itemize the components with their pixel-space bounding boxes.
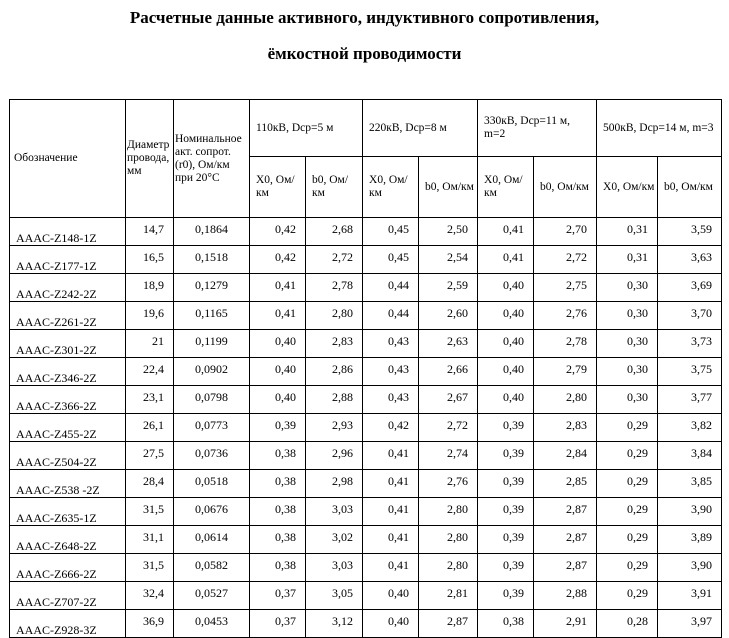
header-group-110kv: 110кВ, Dср=5 м bbox=[250, 100, 363, 157]
cell-b0-500: 3,59 bbox=[658, 218, 722, 246]
cell-x0-110: 0,38 bbox=[250, 498, 306, 526]
cell-x0-500: 0,31 bbox=[597, 218, 658, 246]
cell-b0-110: 2,80 bbox=[306, 302, 363, 330]
cell-diameter: 16,5 bbox=[126, 246, 174, 274]
cell-r0: 0,0736 bbox=[174, 442, 250, 470]
table-row bbox=[10, 358, 722, 386]
cell-x0-220: 0,43 bbox=[363, 386, 419, 414]
cell-diameter: 31,5 bbox=[126, 554, 174, 582]
cell-x0-110: 0,37 bbox=[250, 610, 306, 638]
cell-x0-220: 0,42 bbox=[363, 414, 419, 442]
cell-x0-500: 0,29 bbox=[597, 554, 658, 582]
cell-x0-110: 0,38 bbox=[250, 526, 306, 554]
cell-b0-220: 2,50 bbox=[419, 218, 478, 246]
cell-diameter: 26,1 bbox=[126, 414, 174, 442]
cell-b0-330: 2,70 bbox=[534, 218, 597, 246]
cell-x0-220: 0,43 bbox=[363, 358, 419, 386]
cell-x0-500: 0,30 bbox=[597, 386, 658, 414]
header-b0-500: b0, Ом/км bbox=[658, 157, 722, 218]
cell-b0-220: 2,74 bbox=[419, 442, 478, 470]
cell-designation: AAAC-Z261-2Z bbox=[10, 302, 126, 330]
document-title-line-1: Расчетные данные активного, индуктивного сопротивления, bbox=[129, 8, 600, 27]
cell-x0-330: 0,39 bbox=[478, 442, 534, 470]
cell-b0-330: 2,78 bbox=[534, 330, 597, 358]
cell-diameter: 23,1 bbox=[126, 386, 174, 414]
cell-x0-330: 0,39 bbox=[478, 470, 534, 498]
cell-b0-330: 2,88 bbox=[534, 582, 597, 610]
cell-x0-110: 0,41 bbox=[250, 302, 306, 330]
cell-b0-110: 2,86 bbox=[306, 358, 363, 386]
table-row bbox=[10, 554, 722, 582]
cell-r0: 0,0676 bbox=[174, 498, 250, 526]
cell-b0-500: 3,90 bbox=[658, 498, 722, 526]
cell-b0-220: 2,66 bbox=[419, 358, 478, 386]
cell-designation: AAAC-Z504-2Z bbox=[10, 442, 126, 470]
table-body bbox=[10, 218, 722, 638]
cell-r0: 0,1165 bbox=[174, 302, 250, 330]
cell-b0-500: 3,90 bbox=[658, 554, 722, 582]
cell-x0-500: 0,29 bbox=[597, 442, 658, 470]
cell-x0-220: 0,40 bbox=[363, 610, 419, 638]
cell-x0-500: 0,29 bbox=[597, 414, 658, 442]
cell-x0-330: 0,39 bbox=[478, 498, 534, 526]
cell-x0-500: 0,29 bbox=[597, 582, 658, 610]
cell-b0-220: 2,54 bbox=[419, 246, 478, 274]
cell-x0-330: 0,39 bbox=[478, 414, 534, 442]
cell-x0-220: 0,44 bbox=[363, 274, 419, 302]
cell-designation: AAAC-Z635-1Z bbox=[10, 498, 126, 526]
cell-b0-110: 2,96 bbox=[306, 442, 363, 470]
table-row bbox=[10, 218, 722, 246]
cell-x0-110: 0,37 bbox=[250, 582, 306, 610]
cell-x0-500: 0,30 bbox=[597, 358, 658, 386]
cell-x0-110: 0,38 bbox=[250, 470, 306, 498]
cell-designation: AAAC-Z301-2Z bbox=[10, 330, 126, 358]
cell-x0-330: 0,41 bbox=[478, 246, 534, 274]
cell-b0-330: 2,80 bbox=[534, 386, 597, 414]
cell-x0-330: 0,40 bbox=[478, 386, 534, 414]
header-b0-110: b0, Ом/км bbox=[306, 157, 363, 218]
cell-b0-220: 2,72 bbox=[419, 414, 478, 442]
cell-r0: 0,0518 bbox=[174, 470, 250, 498]
document-title-line-2: ёмкостной проводимости bbox=[267, 44, 462, 63]
header-designation: Обозначение bbox=[10, 100, 126, 218]
cell-r0: 0,0527 bbox=[174, 582, 250, 610]
cell-b0-330: 2,72 bbox=[534, 246, 597, 274]
cell-b0-110: 2,72 bbox=[306, 246, 363, 274]
cell-b0-220: 2,87 bbox=[419, 610, 478, 638]
cell-diameter: 36,9 bbox=[126, 610, 174, 638]
cell-x0-110: 0,38 bbox=[250, 554, 306, 582]
cell-b0-330: 2,85 bbox=[534, 470, 597, 498]
table-row bbox=[10, 610, 722, 638]
table-row bbox=[10, 526, 722, 554]
cell-b0-330: 2,76 bbox=[534, 302, 597, 330]
header-b0-330: b0, Ом/км bbox=[534, 157, 597, 218]
cell-x0-500: 0,29 bbox=[597, 526, 658, 554]
cell-r0: 0,0582 bbox=[174, 554, 250, 582]
cell-x0-220: 0,44 bbox=[363, 302, 419, 330]
cell-x0-330: 0,40 bbox=[478, 274, 534, 302]
cell-b0-330: 2,87 bbox=[534, 526, 597, 554]
cell-b0-500: 3,85 bbox=[658, 470, 722, 498]
cell-b0-500: 3,63 bbox=[658, 246, 722, 274]
table-row bbox=[10, 582, 722, 610]
cell-x0-500: 0,30 bbox=[597, 302, 658, 330]
cell-designation: AAAC-Z346-2Z bbox=[10, 358, 126, 386]
cell-x0-220: 0,40 bbox=[363, 582, 419, 610]
cell-x0-220: 0,45 bbox=[363, 246, 419, 274]
cell-x0-500: 0,30 bbox=[597, 274, 658, 302]
cell-x0-110: 0,39 bbox=[250, 414, 306, 442]
cell-b0-220: 2,81 bbox=[419, 582, 478, 610]
cell-r0: 0,1279 bbox=[174, 274, 250, 302]
table-row bbox=[10, 470, 722, 498]
header-group-220kv: 220кВ, Dср=8 м bbox=[363, 100, 478, 157]
cell-x0-220: 0,41 bbox=[363, 526, 419, 554]
cell-b0-110: 3,02 bbox=[306, 526, 363, 554]
cell-b0-110: 2,98 bbox=[306, 470, 363, 498]
cell-diameter: 27,5 bbox=[126, 442, 174, 470]
cell-designation: AAAC-Z455-2Z bbox=[10, 414, 126, 442]
header-resistance-r0: Номинальное акт. сопрот. (r0), Ом/км при 20°С bbox=[174, 100, 250, 218]
cell-b0-220: 2,60 bbox=[419, 302, 478, 330]
cell-x0-330: 0,39 bbox=[478, 526, 534, 554]
cell-b0-330: 2,84 bbox=[534, 442, 597, 470]
cell-x0-330: 0,39 bbox=[478, 554, 534, 582]
header-b0-220: b0, Ом/км bbox=[419, 157, 478, 218]
cell-b0-330: 2,79 bbox=[534, 358, 597, 386]
cell-b0-330: 2,75 bbox=[534, 274, 597, 302]
cell-x0-330: 0,38 bbox=[478, 610, 534, 638]
cell-designation: AAAC-Z366-2Z bbox=[10, 386, 126, 414]
cell-b0-220: 2,67 bbox=[419, 386, 478, 414]
table-row bbox=[10, 414, 722, 442]
cell-b0-110: 3,12 bbox=[306, 610, 363, 638]
cell-designation: AAAC-Z538 -2Z bbox=[10, 470, 126, 498]
cell-b0-220: 2,80 bbox=[419, 526, 478, 554]
cell-designation: AAAC-Z666-2Z bbox=[10, 554, 126, 582]
cell-diameter: 28,4 bbox=[126, 470, 174, 498]
cell-x0-110: 0,42 bbox=[250, 218, 306, 246]
cell-diameter: 31,1 bbox=[126, 526, 174, 554]
cell-b0-220: 2,76 bbox=[419, 470, 478, 498]
cell-x0-220: 0,41 bbox=[363, 498, 419, 526]
table-row bbox=[10, 330, 722, 358]
cell-x0-110: 0,40 bbox=[250, 358, 306, 386]
cell-x0-220: 0,41 bbox=[363, 554, 419, 582]
header-group-500kv: 500кВ, Dср=14 м, m=3 bbox=[597, 100, 722, 157]
cell-x0-220: 0,45 bbox=[363, 218, 419, 246]
cell-r0: 0,0773 bbox=[174, 414, 250, 442]
cell-b0-110: 3,05 bbox=[306, 582, 363, 610]
cell-b0-220: 2,59 bbox=[419, 274, 478, 302]
cell-x0-110: 0,41 bbox=[250, 274, 306, 302]
cell-designation: AAAC-Z148-1Z bbox=[10, 218, 126, 246]
cell-designation: AAAC-Z177-1Z bbox=[10, 246, 126, 274]
cell-x0-220: 0,41 bbox=[363, 470, 419, 498]
cell-x0-330: 0,40 bbox=[478, 358, 534, 386]
table-row bbox=[10, 386, 722, 414]
cell-r0: 0,0614 bbox=[174, 526, 250, 554]
cell-b0-330: 2,87 bbox=[534, 498, 597, 526]
header-x0-110: X0, Ом/км bbox=[250, 157, 306, 218]
cell-b0-110: 3,03 bbox=[306, 498, 363, 526]
cell-b0-110: 2,88 bbox=[306, 386, 363, 414]
table-row bbox=[10, 302, 722, 330]
cell-x0-110: 0,42 bbox=[250, 246, 306, 274]
cell-x0-500: 0,29 bbox=[597, 470, 658, 498]
cell-r0: 0,1199 bbox=[174, 330, 250, 358]
cell-b0-110: 2,68 bbox=[306, 218, 363, 246]
cell-x0-330: 0,40 bbox=[478, 330, 534, 358]
cell-x0-500: 0,31 bbox=[597, 246, 658, 274]
cell-b0-500: 3,69 bbox=[658, 274, 722, 302]
cell-x0-500: 0,30 bbox=[597, 330, 658, 358]
cell-b0-500: 3,82 bbox=[658, 414, 722, 442]
cell-b0-500: 3,73 bbox=[658, 330, 722, 358]
cell-x0-330: 0,39 bbox=[478, 582, 534, 610]
cell-designation: AAAC-Z707-2Z bbox=[10, 582, 126, 610]
cell-b0-110: 2,78 bbox=[306, 274, 363, 302]
cell-b0-500: 3,97 bbox=[658, 610, 722, 638]
cell-b0-110: 3,03 bbox=[306, 554, 363, 582]
cell-b0-220: 2,63 bbox=[419, 330, 478, 358]
cell-x0-330: 0,41 bbox=[478, 218, 534, 246]
table-row bbox=[10, 274, 722, 302]
cell-b0-500: 3,70 bbox=[658, 302, 722, 330]
cell-diameter: 19,6 bbox=[126, 302, 174, 330]
cell-diameter: 14,7 bbox=[126, 218, 174, 246]
table-row bbox=[10, 442, 722, 470]
cell-diameter: 32,4 bbox=[126, 582, 174, 610]
cell-b0-500: 3,75 bbox=[658, 358, 722, 386]
cell-diameter: 21 bbox=[126, 330, 174, 358]
cell-x0-110: 0,38 bbox=[250, 442, 306, 470]
header-diameter: Диаметр провода, мм bbox=[126, 100, 174, 218]
cell-b0-330: 2,91 bbox=[534, 610, 597, 638]
cell-r0: 0,0902 bbox=[174, 358, 250, 386]
cell-r0: 0,0798 bbox=[174, 386, 250, 414]
cell-b0-500: 3,91 bbox=[658, 582, 722, 610]
table-header bbox=[10, 100, 722, 218]
cable-data-table bbox=[9, 99, 722, 638]
cell-b0-500: 3,84 bbox=[658, 442, 722, 470]
header-x0-330: X0, Ом/км bbox=[478, 157, 534, 218]
cell-b0-500: 3,89 bbox=[658, 526, 722, 554]
cell-b0-500: 3,77 bbox=[658, 386, 722, 414]
cell-x0-330: 0,40 bbox=[478, 302, 534, 330]
table-row bbox=[10, 498, 722, 526]
cell-diameter: 18,9 bbox=[126, 274, 174, 302]
cell-diameter: 31,5 bbox=[126, 498, 174, 526]
cell-b0-110: 2,83 bbox=[306, 330, 363, 358]
cell-b0-220: 2,80 bbox=[419, 498, 478, 526]
cell-r0: 0,1518 bbox=[174, 246, 250, 274]
table-row bbox=[10, 246, 722, 274]
cell-x0-110: 0,40 bbox=[250, 386, 306, 414]
cell-x0-220: 0,41 bbox=[363, 442, 419, 470]
cell-x0-110: 0,40 bbox=[250, 330, 306, 358]
cell-r0: 0,1864 bbox=[174, 218, 250, 246]
cell-designation: AAAC-Z928-3Z bbox=[10, 610, 126, 638]
cell-designation: AAAC-Z648-2Z bbox=[10, 526, 126, 554]
cell-b0-220: 2,80 bbox=[419, 554, 478, 582]
header-x0-220: X0, Ом/км bbox=[363, 157, 419, 218]
cell-designation: AAAC-Z242-2Z bbox=[10, 274, 126, 302]
cell-x0-500: 0,28 bbox=[597, 610, 658, 638]
cell-diameter: 22,4 bbox=[126, 358, 174, 386]
cell-b0-330: 2,83 bbox=[534, 414, 597, 442]
header-x0-500: X0, Ом/км bbox=[597, 157, 658, 218]
cell-b0-330: 2,87 bbox=[534, 554, 597, 582]
cell-b0-110: 2,93 bbox=[306, 414, 363, 442]
header-group-330kv: 330кВ, Dср=11 м, m=2 bbox=[478, 100, 597, 157]
cell-x0-220: 0,43 bbox=[363, 330, 419, 358]
cell-x0-500: 0,29 bbox=[597, 498, 658, 526]
cell-r0: 0,0453 bbox=[174, 610, 250, 638]
